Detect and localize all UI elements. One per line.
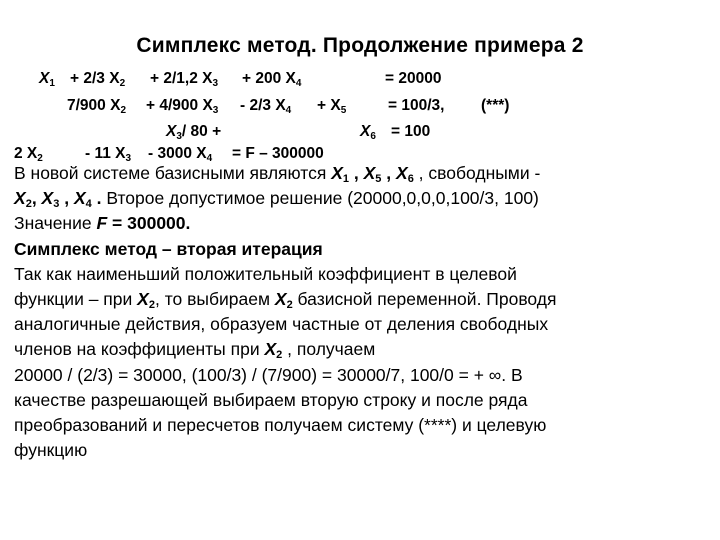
eq2-term3 [240, 98, 291, 114]
l2-s2: 3 [53, 198, 60, 211]
eq4-sub3: 4 [206, 153, 213, 164]
eq3-term2-text: / 80 + [181, 123, 222, 140]
eq4-term1-text: 2 X [14, 145, 38, 162]
eq2-rhs: = 100/3, [388, 97, 445, 114]
l3-f: F [96, 213, 108, 234]
eq3-term1-text: X [166, 123, 177, 140]
l6-x: X [137, 288, 149, 309]
l6-c: базисной переменной. Проводя [292, 288, 557, 309]
eq1-sub3: 3 [212, 78, 219, 89]
eq3-rhs: = 100 [391, 123, 431, 140]
l2-c2: , [59, 188, 74, 209]
eq2-term1 [67, 98, 126, 114]
eq2-term2 [146, 98, 218, 114]
eq2-sub2: 3 [212, 105, 219, 116]
eq1-term2 [70, 71, 125, 87]
l8-b: , получаем [282, 339, 376, 360]
text-line-8 [14, 337, 714, 362]
eq1-sub4: 4 [295, 78, 302, 89]
eq1-term2-text: + 2/3 X [70, 70, 120, 87]
l2-c3: . [91, 188, 107, 209]
eq2-label: (***) [481, 97, 510, 114]
eq4-term3-text: - 3000 X [148, 145, 207, 162]
eq1-term4 [242, 71, 301, 87]
text-line-2 [14, 186, 714, 211]
equation-row-1 [39, 71, 55, 87]
eq3-sub1: 3 [176, 131, 182, 142]
body-text [14, 161, 714, 463]
text-line-1 [14, 161, 714, 186]
l1-b: , свободными - [413, 163, 541, 183]
eq4-term1 [14, 146, 43, 162]
eq2-sub4: 5 [340, 105, 347, 116]
text-line-7: аналогичные действия, образуем частные от деления свободных [14, 314, 549, 335]
text-line-6 [14, 287, 714, 312]
text-line-12: функцию [14, 440, 88, 461]
text-line-5: Так как наименьший положительный коэффициент в целевой [14, 263, 517, 284]
eq1-sub2: 2 [119, 78, 126, 89]
eq4-term3 [148, 146, 212, 162]
eq3-term3-text: X [360, 123, 371, 140]
l1-s2: 5 [375, 173, 382, 185]
l1-c1: , [349, 163, 364, 183]
l3-b: = 300000. [107, 213, 191, 234]
eq4-sub2: 3 [125, 153, 132, 164]
l2-x2: X [41, 188, 54, 209]
l1-c2: , [381, 163, 396, 183]
l2-s3: 4 [85, 198, 92, 211]
text-line-11: преобразований и пересчетов получаем систему (****) и целевую [14, 414, 547, 435]
eq2-term3-text: - 2/3 X [240, 97, 286, 114]
l8-s: 2 [276, 349, 283, 362]
slide-title: Симплекс метод. Продолжение примера 2 [136, 34, 584, 57]
l1-x2: X [363, 163, 376, 183]
eq2-term2-text: + 4/900 X [146, 97, 213, 114]
eq1-term3 [150, 71, 218, 87]
l2-s1: 2 [25, 198, 32, 211]
eq2-sub1: 2 [120, 105, 126, 116]
l1-x1: X [331, 163, 343, 183]
l6-s2: 2 [286, 298, 293, 311]
eq4-sub1: 2 [37, 153, 43, 164]
eq1-sub1: 1 [49, 78, 55, 89]
l1-a: В новой системе базисными являются [14, 163, 332, 183]
eq2-sub3: 4 [285, 105, 292, 116]
l1-s3: 6 [407, 173, 414, 185]
text-line-9: 20000 / (2/3) = 30000, (100/3) / (7/900) = 30000/7, 100/0 = + ∞. В [14, 364, 523, 385]
l3-a: Значение [14, 213, 97, 234]
eq1-term3-text: + 2/1,2 X [150, 70, 213, 87]
eq4-term2 [85, 146, 131, 162]
l6-a: функции – при [14, 288, 138, 309]
eq1-term1: X [39, 70, 50, 87]
text-line-10: качестве разрешающей выбираем вторую строку и после ряда [14, 389, 528, 410]
eq4-rhs: = F – 300000 [232, 145, 324, 162]
l8-a: членов на коэффициенты при [14, 339, 265, 360]
eq2-term1-text: 7/900 X [67, 97, 121, 114]
eq2-term4 [317, 98, 346, 114]
l1-s1: 1 [342, 173, 349, 185]
l2-c1: , [31, 188, 42, 209]
eq3-sub3: 6 [370, 131, 376, 142]
l6-b: , то выбираем [154, 288, 275, 309]
l1-x3: X [396, 163, 408, 183]
eq3-term1 [166, 124, 221, 140]
text-line-3 [14, 211, 714, 236]
l6-x2: X [274, 288, 287, 309]
l8-x: X [264, 339, 277, 360]
eq3-term3 [360, 124, 376, 140]
l2-x3: X [73, 188, 86, 209]
l6-s: 2 [148, 298, 155, 311]
text-line-4-heading: Симплекс метод – вторая итерация [14, 238, 323, 259]
l2-a: Второе допустимое решение (20000,0,0,0,100/3, 100) [106, 188, 539, 209]
l2-x1: X [14, 188, 26, 209]
eq4-term2-text: - 11 X [85, 145, 126, 162]
eq1-rhs: = 20000 [385, 70, 442, 87]
eq2-term4-text: + X [317, 97, 341, 114]
eq1-term4-text: + 200 X [242, 70, 296, 87]
